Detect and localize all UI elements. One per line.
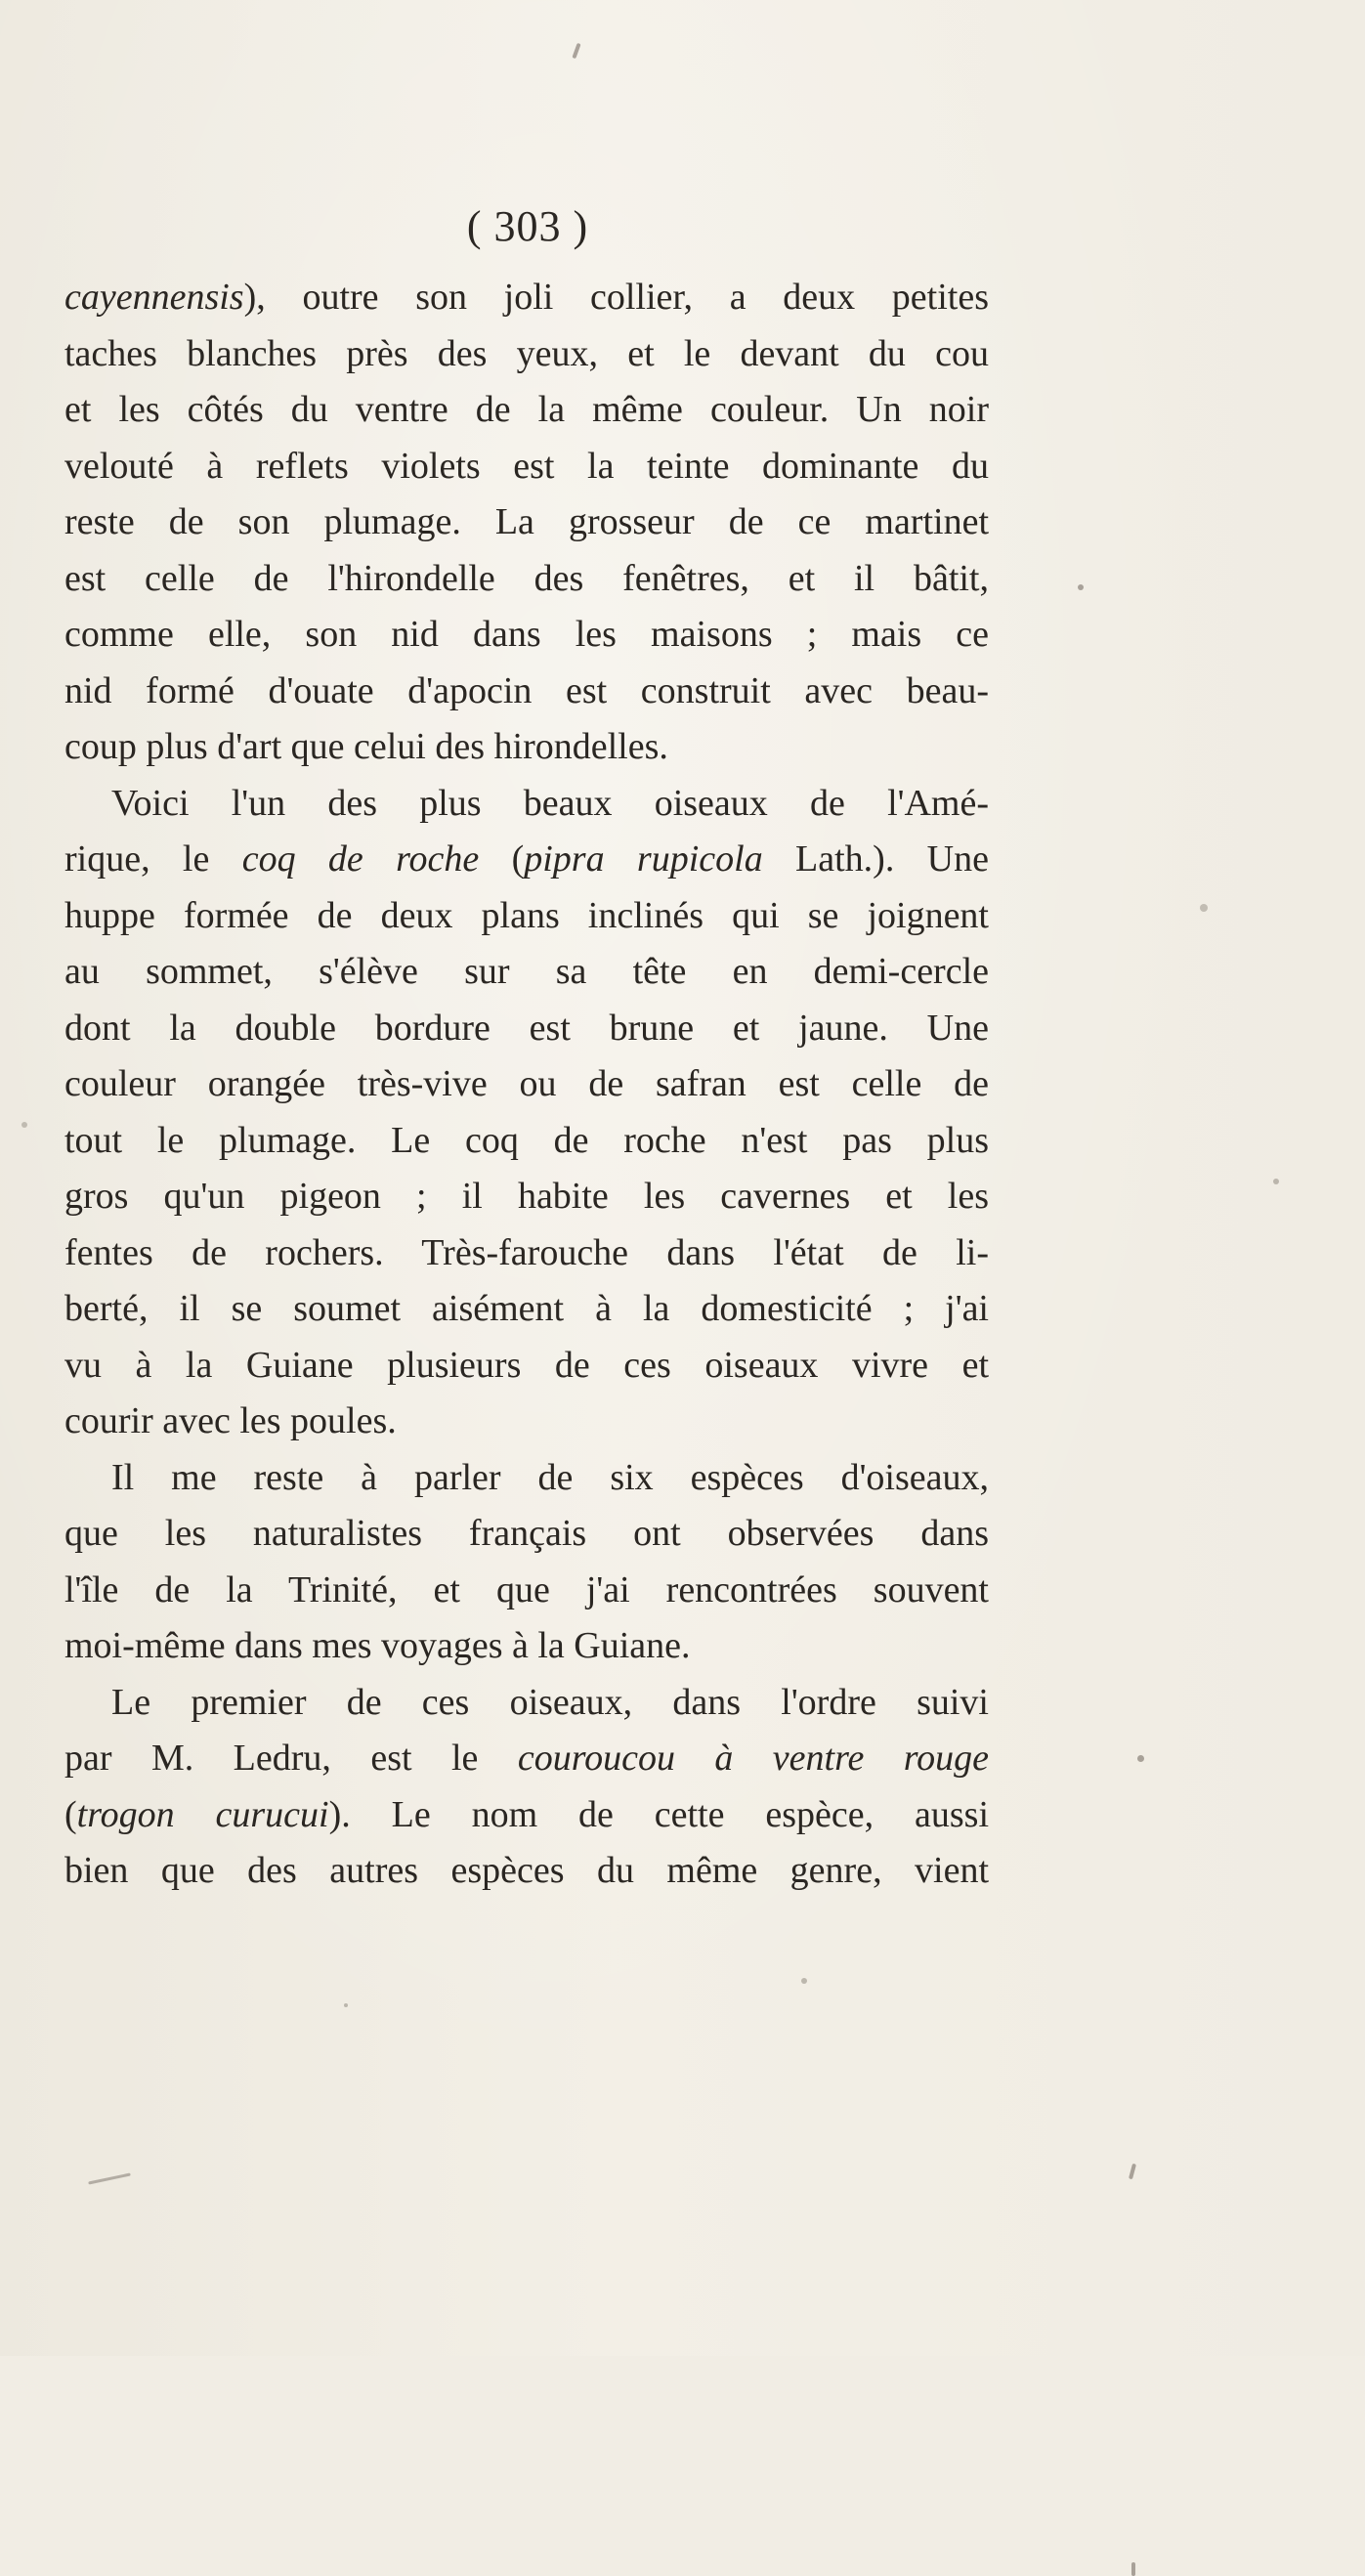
- text-line: [64, 551, 989, 608]
- text-line: [64, 1731, 989, 1787]
- italic-text: couroucou à ventre rouge: [517, 1738, 989, 1779]
- text-line: [64, 719, 989, 776]
- text-fragment: taches blanches près des yeux, et le devant du cou: [64, 332, 989, 374]
- text-fragment: au sommet, s'élève sur sa tête en demi-cercle: [64, 951, 989, 992]
- text-line: [64, 1675, 989, 1732]
- text-fragment: rique, le: [64, 838, 242, 880]
- text-fragment: Le premier de ces oiseaux, dans l'ordre suivi: [111, 1681, 989, 1723]
- text-line: [64, 1338, 989, 1395]
- text-line: [64, 944, 989, 1001]
- text-line: [64, 1394, 989, 1450]
- italic-text: coq de roche: [241, 838, 480, 880]
- text-fragment: (: [479, 838, 525, 880]
- text-line: [64, 494, 989, 551]
- text-fragment: fentes de rochers. Très-farouche dans l'état de li-: [64, 1231, 989, 1273]
- text-line: [64, 270, 989, 326]
- text-fragment: huppe formée de deux plans inclinés qui se joignent: [64, 894, 989, 936]
- text-fragment: et les côtés du ventre de la même couleur. Un noir: [64, 389, 989, 430]
- text-line: [64, 1169, 989, 1225]
- text-fragment: par M. Ledru, est le: [64, 1738, 518, 1779]
- text-fragment: vu à la Guiane plusieurs de ces oiseaux vivre et: [64, 1344, 989, 1386]
- text-fragment: gros qu'un pigeon ; il habite les cavernes et les: [64, 1176, 989, 1217]
- text-fragment: berté, il se soumet aisément à la domesticité ; j'ai: [64, 1288, 989, 1329]
- text-line: [64, 1113, 989, 1170]
- text-line: [64, 439, 989, 495]
- text-line: [64, 1281, 989, 1338]
- paper-speck: [801, 1978, 807, 1984]
- text-fragment: tout le plumage. Le coq de roche n'est pas plus: [64, 1119, 989, 1161]
- paper-speck: [1078, 584, 1084, 590]
- paper-speck: [88, 2172, 131, 2184]
- text-fragment: l'île de la Trinité, et que j'ai rencontrées souvent: [64, 1568, 989, 1610]
- text-line: [64, 1618, 989, 1675]
- page-number: ( 303 ): [466, 202, 589, 250]
- text-line: [64, 1787, 989, 1844]
- text-fragment: bien que des autres espèces du même genre, vient: [64, 1850, 989, 1891]
- text-fragment: que les naturalistes français ont observées dans: [64, 1513, 989, 1554]
- paper-speck: [1273, 1179, 1279, 1184]
- text-fragment: comme elle, son nid dans les maisons ; mais ce: [64, 614, 989, 655]
- text-line: [64, 607, 989, 664]
- text-line: [64, 888, 989, 945]
- text-fragment: courir avec les poules.: [64, 1400, 397, 1441]
- text-line: [64, 1056, 989, 1113]
- text-fragment: (: [64, 1793, 77, 1835]
- paper-speck: [21, 1122, 27, 1128]
- text-line: [64, 382, 989, 439]
- text-line: [64, 776, 989, 833]
- text-fragment: couleur orangée très-vive ou de safran est celle de: [64, 1063, 989, 1104]
- text-fragment: Lath.). Une: [762, 838, 989, 880]
- text-fragment: dont la double bordure est brune et jaune. Une: [64, 1007, 989, 1049]
- text-line: [64, 1843, 989, 1900]
- paper-speck: [1137, 1755, 1144, 1762]
- italic-text: pipra rupicola: [524, 838, 763, 880]
- text-fragment: Il me reste à parler de six espèces d'oiseaux,: [111, 1456, 989, 1498]
- text-fragment: velouté à reflets violets est la teinte dominante du: [64, 445, 989, 487]
- text-line: [64, 1563, 989, 1619]
- text-line: [64, 1506, 989, 1563]
- text-fragment: ), outre son joli collier, a deux petites: [243, 277, 989, 318]
- paper-speck: [344, 2003, 348, 2007]
- text-fragment: est celle de l'hirondelle des fenêtres, et il bâtit,: [64, 557, 989, 599]
- text-fragment: Voici l'un des plus beaux oiseaux de l'Amé-: [111, 782, 989, 824]
- text-line: [64, 832, 989, 888]
- italic-text: trogon curucui: [76, 1793, 329, 1835]
- text-fragment: moi-même dans mes voyages à la Guiane.: [64, 1625, 691, 1666]
- paper-speck: [572, 43, 580, 59]
- text-fragment: reste de son plumage. La grosseur de ce martinet: [64, 501, 989, 542]
- text-line: [64, 1450, 989, 1507]
- text-line: [64, 1225, 989, 1282]
- text-fragment: nid formé d'ouate d'apocin est construit avec beau-: [64, 669, 989, 711]
- body-text: [64, 270, 989, 1900]
- paper-speck: [1131, 2562, 1135, 2576]
- paper-speck: [1200, 904, 1208, 912]
- text-fragment: ). Le nom de cette espèce, aussi: [328, 1793, 990, 1835]
- italic-text: cayennensis: [64, 277, 244, 318]
- text-line: [64, 664, 989, 720]
- text-line: [64, 1001, 989, 1057]
- text-fragment: coup plus d'art que celui des hirondelles.: [64, 726, 668, 767]
- paper-speck: [1129, 2164, 1136, 2179]
- text-line: [64, 326, 989, 383]
